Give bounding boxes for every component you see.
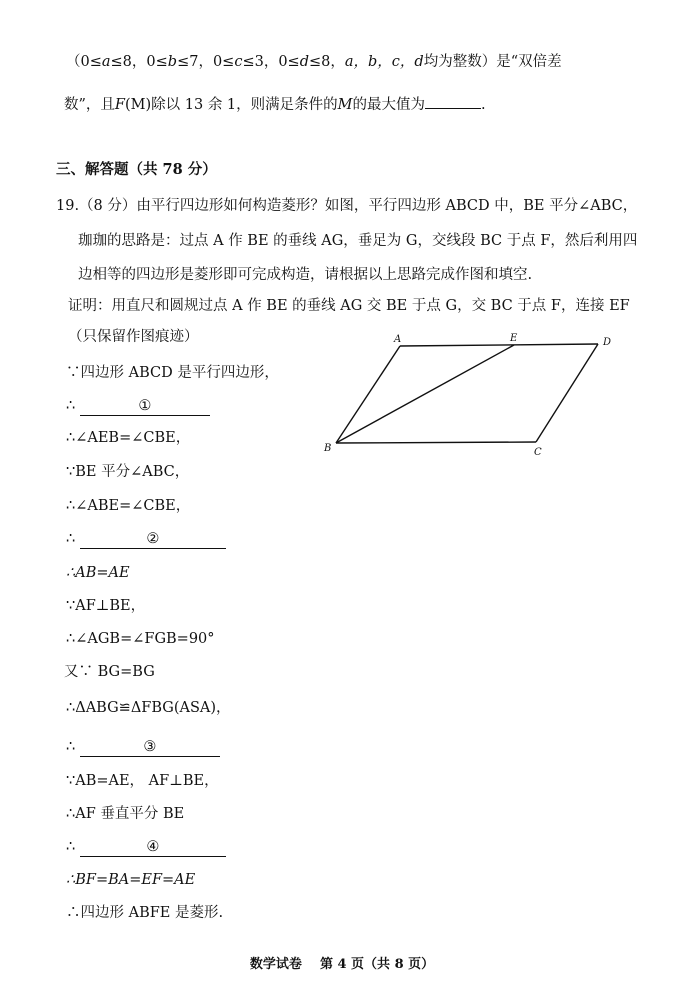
proof-step-blank-3: ∴ ③: [66, 737, 220, 757]
proof-step: ∵AF⊥BE，: [66, 598, 146, 614]
parallelogram-figure: [318, 330, 628, 470]
page-footer: 数学试卷 第 4 页（共 8 页）: [249, 957, 435, 972]
label-C: C: [534, 447, 542, 458]
proof-step-blank-4: ∴ ④: [66, 837, 226, 857]
label-D: D: [603, 337, 612, 348]
question-19-stem-2: 珈珈的思路是：过点 A 作 BE 的垂线 AG，垂足为 G，交线段 BC 于点 F，然后利用四: [78, 233, 638, 249]
segment-AD: [400, 344, 598, 346]
proof-step: ∴AF 垂直平分 BE: [66, 806, 185, 822]
section-title: 三、解答题（共 78 分）: [56, 161, 217, 178]
proof-step: ∵四边形 ABCD 是平行四边形，: [66, 365, 279, 381]
answer-blank-4[interactable]: ④: [80, 839, 226, 857]
proof-step: ∴ΔABG≌ΔFBG(ASA)，: [66, 700, 231, 716]
proof-step: ∴∠AGB=∠FGB=90°: [66, 631, 215, 647]
segment-CD: [536, 344, 598, 442]
proof-step: ∵BE 平分∠ABC，: [66, 464, 190, 480]
proof-step: 又∵ BG=BG: [64, 664, 155, 680]
proof-step: ∴BF=BA=EF=AE: [66, 872, 196, 888]
label-A: A: [394, 334, 402, 345]
answer-blank-3[interactable]: ③: [80, 739, 220, 757]
proof-step: ∵AB=AE， AF⊥BE，: [66, 773, 219, 789]
answer-blank-m[interactable]: [425, 91, 481, 109]
intro-line-1: （0≤a≤8，0≤b≤7，0≤c≤3，0≤d≤8，a，b，c，d均为整数）是“双倍差: [66, 54, 562, 70]
segment-AB: [336, 346, 400, 443]
proof-step-blank-2: ∴ ②: [66, 529, 226, 549]
segment-BC: [336, 442, 536, 443]
intro-line-2: 数”，且F(M)除以 13 余 1，则满足条件的M的最大值为 .: [64, 91, 486, 115]
proof-step-blank-1: ∴ ①: [66, 396, 210, 416]
proof-note: （只保留作图痕迹）: [68, 329, 199, 345]
proof-step: ∴∠ABE=∠CBE，: [66, 498, 191, 514]
question-19-stem-3: 边相等的四边形是菱形即可完成构造，请根据以上思路完成作图和填空.: [78, 267, 533, 283]
proof-step: ∴四边形 ABFE 是菱形.: [66, 905, 224, 921]
question-number: 19.（8 分）: [56, 198, 137, 214]
answer-blank-2[interactable]: ②: [80, 531, 226, 549]
label-E: E: [510, 333, 518, 344]
proof-step: ∴AB=AE: [66, 565, 130, 581]
segment-BE: [336, 345, 514, 443]
question-19-stem-1: 19.（8 分）由平行四边形如何构造菱形？如图，平行四边形 ABCD 中，BE 平分∠ABC，: [56, 198, 638, 214]
proof-step: ∴∠AEB=∠CBE，: [66, 430, 191, 446]
label-B: B: [324, 443, 332, 454]
proof-intro: 证明：用直尺和圆规过点 A 作 BE 的垂线 AG 交 BE 于点 G，交 BC 于点 F，连接 EF: [68, 298, 630, 314]
answer-blank-1[interactable]: ①: [80, 398, 210, 416]
